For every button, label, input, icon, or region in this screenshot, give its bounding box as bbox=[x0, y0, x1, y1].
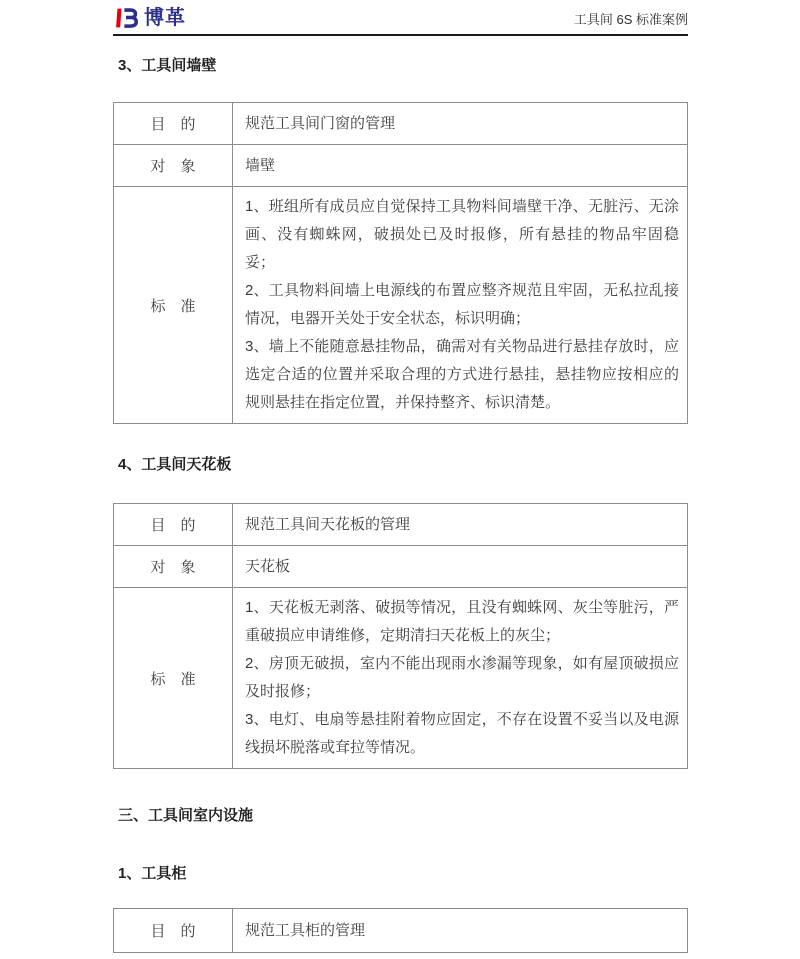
section-heading-tool-cabinet: 1、工具柜 bbox=[118, 865, 187, 882]
standard-item-3: 3、电灯、电扇等悬挂附着物应固定，不存在设置不妥当以及电源线损坏脱落或耷拉等情况。 bbox=[245, 711, 679, 756]
table-tool-cabinet bbox=[113, 908, 688, 953]
standard-item-3: 3、墙上不能随意悬挂物品，确需对有关物品进行悬挂存放时，应选定合适的位置并采取合理的方式进行悬挂，悬挂物应按相应的规则悬挂在指定位置，并保持整齐、标识清楚。 bbox=[245, 338, 679, 411]
boge-logo-icon bbox=[113, 5, 139, 31]
table-row bbox=[114, 588, 688, 769]
table-row bbox=[114, 546, 688, 588]
row-value-standard bbox=[233, 588, 688, 769]
row-value-purpose bbox=[233, 504, 688, 546]
table-row bbox=[114, 504, 688, 546]
row-label-purpose: 目 的 bbox=[114, 909, 233, 953]
document-title: 工具间 6S 标准案例 bbox=[573, 12, 688, 27]
cell-text: 天花板 bbox=[245, 557, 291, 575]
brand-logo bbox=[113, 5, 186, 31]
standard-item-2: 2、工具物料间墙上电源线的布置应整齐规范且牢固，无私拉乱接情况，电器开关处于安全状态，标识明确； bbox=[245, 282, 679, 327]
row-label-standard: 标 准 bbox=[114, 588, 233, 769]
cell-text: 墙壁 bbox=[245, 156, 276, 174]
cell-text: 规范工具间天花板的管理 bbox=[245, 515, 411, 533]
brand-name: 博革 bbox=[144, 7, 186, 29]
row-label-standard: 标 准 bbox=[114, 187, 233, 424]
chapter-heading-indoor-facilities: 三、工具间室内设施 bbox=[118, 807, 254, 824]
table-row bbox=[114, 187, 688, 424]
page-header bbox=[113, 0, 688, 36]
row-value-object bbox=[233, 145, 688, 187]
row-value-standard bbox=[233, 187, 688, 424]
table-ceiling bbox=[113, 503, 688, 769]
row-label-purpose: 目 的 bbox=[114, 103, 233, 145]
section-heading-ceiling: 4、工具间天花板 bbox=[118, 456, 232, 473]
table-row bbox=[114, 103, 688, 145]
row-label-object: 对 象 bbox=[114, 145, 233, 187]
row-value-object bbox=[233, 546, 688, 588]
section-heading-wall: 3、工具间墙壁 bbox=[118, 57, 217, 74]
standard-item-1: 1、班组所有成员应自觉保持工具物料间墙壁干净、无脏污、无涂画、没有蜘蛛网，破损处已及时报修，所有悬挂的物品牢固稳妥； bbox=[245, 198, 679, 271]
standard-item-2: 2、房顶无破损，室内不能出现雨水渗漏等现象，如有屋顶破损应及时报修； bbox=[245, 655, 679, 700]
table-wall bbox=[113, 102, 688, 424]
row-value-purpose bbox=[233, 103, 688, 145]
cell-text: 规范工具间门窗的管理 bbox=[245, 114, 396, 132]
row-value-purpose bbox=[233, 909, 688, 953]
table-row bbox=[114, 909, 688, 953]
cell-text: 规范工具柜的管理 bbox=[245, 921, 366, 939]
row-label-object: 对 象 bbox=[114, 546, 233, 588]
table-row bbox=[114, 145, 688, 187]
standard-item-1: 1、天花板无剥落、破损等情况，且没有蜘蛛网、灰尘等脏污，严重破损应申请维修，定期清扫天花板上的灰尘； bbox=[245, 599, 679, 644]
row-label-purpose: 目 的 bbox=[114, 504, 233, 546]
